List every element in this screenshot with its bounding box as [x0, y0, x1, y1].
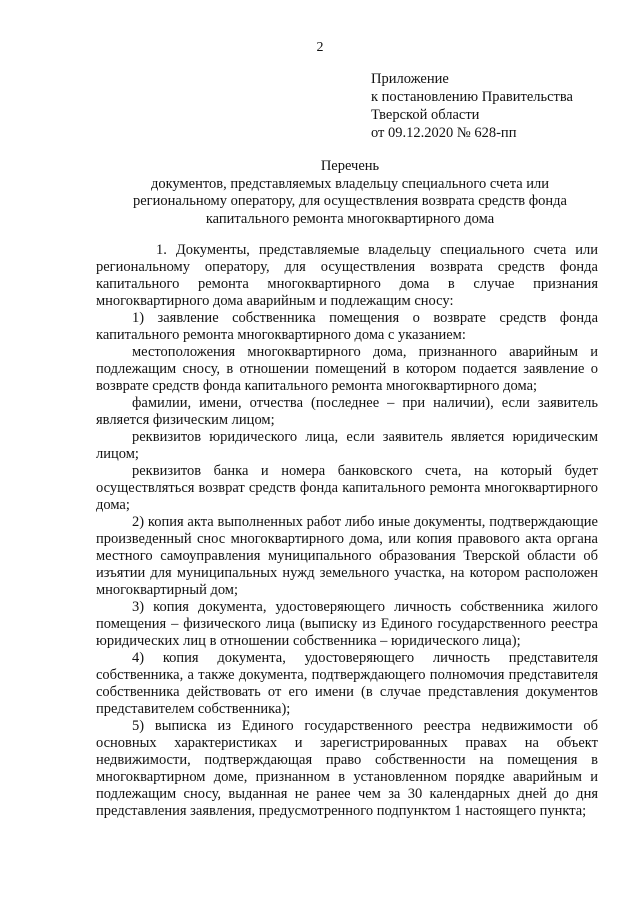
- paragraph-subitem-2: 2) копия акта выполненных работ либо иные документы, подтверждающие произведенный снос многоквартирного дома, или копия правового акта органа местного самоуправления муниципального образования Тверской области об изъятии для муниципальных нужд земельного участка, на котором расположен многоквартирный дом;: [96, 514, 598, 598]
- paragraph-subitem-5: 5) выписка из Единого государственного реестра недвижимости об основных характеристиках и зарегистрированных правах на объект недвижимости, подтверждающая право собственности на помещения в многоквартирном доме, признанном в установленном порядке аварийным и подлежащим сносу, выданная не ранее чем за 30 календарных дней до дня представления заявления, предусмотренного подпунктом 1 настоящего пункта;: [96, 718, 598, 819]
- appendix-line-4: от 09.12.2020 № 628-пп: [371, 125, 517, 141]
- heading-line-2: региональному оператору, для осуществления возврата средств фонда: [133, 193, 567, 209]
- appendix-line-3: Тверской области: [371, 107, 480, 123]
- document-heading: [100, 158, 600, 228]
- heading-line-1: документов, представляемых владельцу специального счета или: [150, 175, 550, 192]
- paragraph-subitem-3: 3) копия документа, удостоверяющего личность собственника жилого помещения – физического лица (выписку из Единого государственного реестра юридических лиц в отношении собственника – юридического лица);: [96, 599, 598, 649]
- paragraph-subitem-1: 1) заявление собственника помещения о возврате средств фонда капитального ремонта многоквартирного дома с указанием:: [96, 310, 598, 343]
- paragraph-legal-entity: реквизитов юридического лица, если заявитель является юридическим лицом;: [96, 429, 598, 462]
- appendix-line-1: Приложение: [371, 71, 449, 87]
- appendix-block: [371, 70, 573, 142]
- paragraph-bank-details: реквизитов банка и номера банковского счета, на который будет осуществляться возврат средств фонда капитального ремонта многоквартирного дома;: [96, 463, 598, 513]
- heading-line-3: капитального ремонта многоквартирного дома: [205, 210, 495, 227]
- appendix-line-2: к постановлению Правительства: [371, 89, 573, 105]
- document-body: [96, 242, 598, 820]
- paragraph-full-name: фамилии, имени, отчества (последнее – при наличии), если заявитель является физическим лицом;: [96, 395, 598, 428]
- paragraph-item-1: 1. Документы, представляемые владельцу специального счета или региональному оператору, для осуществления возврата средств фонда капитального ремонта многоквартирного дома в случае признания многоквартирного дома аварийным и подлежащим сносу:: [96, 242, 598, 309]
- paragraph-location: местоположения многоквартирного дома, признанного аварийным и подлежащим сносу, в отношении помещений в котором подается заявление о возврате средств фонда капитального ремонта многоквартирного дома;: [96, 344, 598, 394]
- heading-title: Перечень: [320, 158, 380, 174]
- page-number: 2: [316, 40, 324, 55]
- paragraph-subitem-4: 4) копия документа, удостоверяющего личность представителя собственника, а также документа, подтверждающего полномочия представителя собственника действовать от его имени (в случае представления документов представителем собственника);: [96, 650, 598, 717]
